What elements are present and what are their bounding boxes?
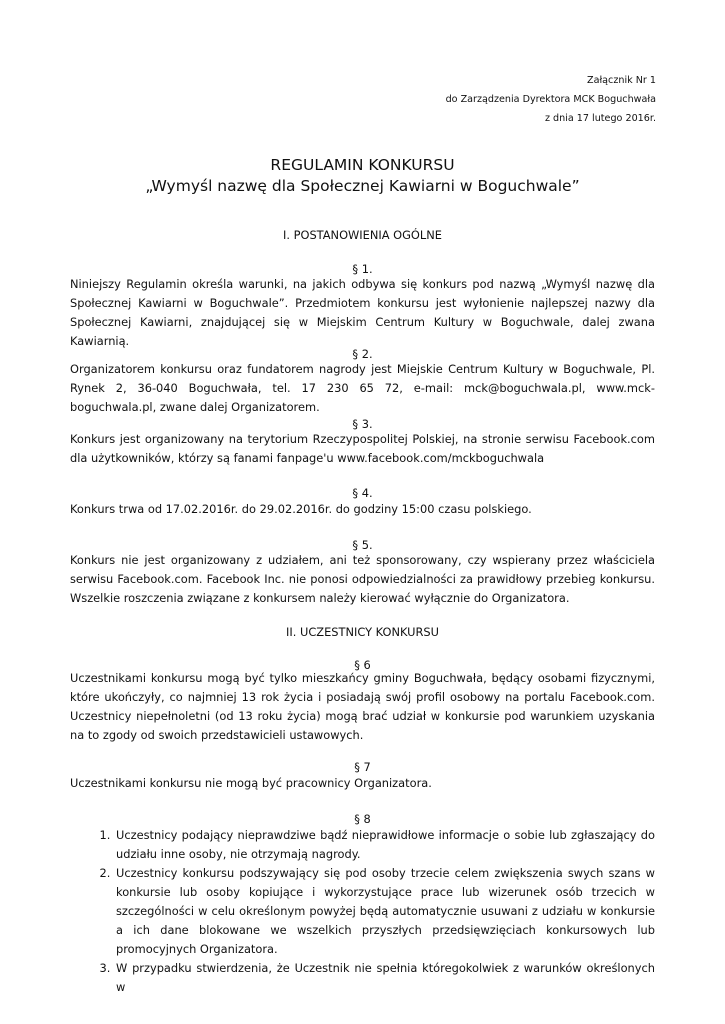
annex-number: Załącznik Nr 1 bbox=[587, 75, 656, 86]
annex-date: z dnia 17 lutego 2016r. bbox=[544, 113, 656, 124]
paragraph-1: Niniejszy Regulamin określa warunki, na jakich odbywa się konkurs pod nazwą „Wymyśl nazwę dla Społecznej Kawiarni w Boguchwale”. Przedmiotem konkursu jest wyłonienie najlepszej nazwy dla Społecznej Kawiarni, znajdującej się w Miejskim Centrum Kultury w Boguchwale, dalej zwana Kawiarnią. bbox=[70, 277, 655, 348]
list-item: 1. Uczestnicy podający nieprawdziwe bądź nieprawidłowe informacje o sobie lub zgłaszający do udziału inne osoby, nie otrzymają nagrody. bbox=[114, 826, 655, 864]
section-heading-general: I. POSTANOWIENIA OGÓLNE bbox=[283, 228, 442, 242]
section-heading-participants: II. UCZESTNICY KONKURSU bbox=[286, 625, 439, 639]
paragraph-number-7: § 7 bbox=[354, 760, 371, 774]
list-item: 3. W przypadku stwierdzenia, że Uczestnik nie spełnia któregokolwiek z warunków określonych w bbox=[114, 959, 655, 997]
paragraph-4: Konkurs trwa od 17.02.2016r. do 29.02.2016r. do godziny 15:00 czasu polskiego. bbox=[70, 502, 532, 516]
annex-decree: do Zarządzenia Dyrektora MCK Boguchwała bbox=[445, 94, 656, 105]
paragraph-3: Konkurs jest organizowany na terytorium Rzeczypospolitej Polskiej, na stronie serwisu Facebook.com dla użytkowników, którzy są fanami fanpage'u www.facebook.com/mckboguchwala bbox=[70, 432, 655, 465]
paragraph-7: Uczestnikami konkursu nie mogą być pracownicy Organizatora. bbox=[70, 776, 432, 790]
paragraph-8-list bbox=[70, 826, 655, 997]
document-subtitle: „Wymyśl nazwę dla Społecznej Kawiarni w Boguchwale” bbox=[145, 177, 580, 195]
paragraph-5: Konkurs nie jest organizowany z udziałem, ani też sponsorowany, czy wspierany przez właściciela serwisu Facebook.com. Facebook Inc. nie ponosi odpowiedzialności za prawidłowy przebieg konkursu. Wszelkie roszczenia związane z konkursem należy kierować wyłącznie do Organizatora. bbox=[70, 553, 655, 605]
annex-note bbox=[446, 71, 656, 128]
paragraph-number-5: § 5. bbox=[352, 538, 373, 552]
paragraph-number-4: § 4. bbox=[352, 486, 373, 500]
list-item: 2. Uczestnicy konkursu podszywający się pod osoby trzecie celem zwiększenia swych szans w konkursie lub osoby kopiujące i wykorzystujące prace lub wizerunek osób trzecich w szczególności w celu określonym powyżej będą automatycznie usuwani z udziału w konkursie a ich dane blokowane we wszelkich przyszłych przedsięwzięciach konkursowych lub promocyjnych Organizatora. bbox=[114, 864, 655, 959]
paragraph-number-3: § 3. bbox=[352, 417, 373, 431]
paragraph-number-1: § 1. bbox=[352, 262, 373, 276]
paragraph-number-8: § 8 bbox=[354, 812, 371, 826]
paragraph-6: Uczestnikami konkursu mogą być tylko mieszkańcy gminy Boguchwała, będący osobami fizycznymi, które ukończyły, co najmniej 13 rok życia i posiadają swój profil osobowy na portalu Facebook.com. Uczestnicy niepełnoletni (od 13 roku życia) mogą brać udział w konkursie pod warunkiem uzyskania na to zgody od swoich przedstawicieli ustawowych. bbox=[70, 671, 655, 742]
paragraph-2: Organizatorem konkursu oraz fundatorem nagrody jest Miejskie Centrum Kultury w Boguchwale, Pl. Rynek 2, 36-040 Boguchwała, tel. 17 230 65 72, e-mail: mck@boguchwala.pl, www.mck-boguchwala.pl, zwane dalej Organizatorem. bbox=[70, 362, 655, 414]
paragraph-number-2: § 2. bbox=[352, 347, 373, 361]
paragraph-number-6: § 6 bbox=[354, 658, 371, 672]
document-title: REGULAMIN KONKURSU bbox=[270, 156, 455, 174]
